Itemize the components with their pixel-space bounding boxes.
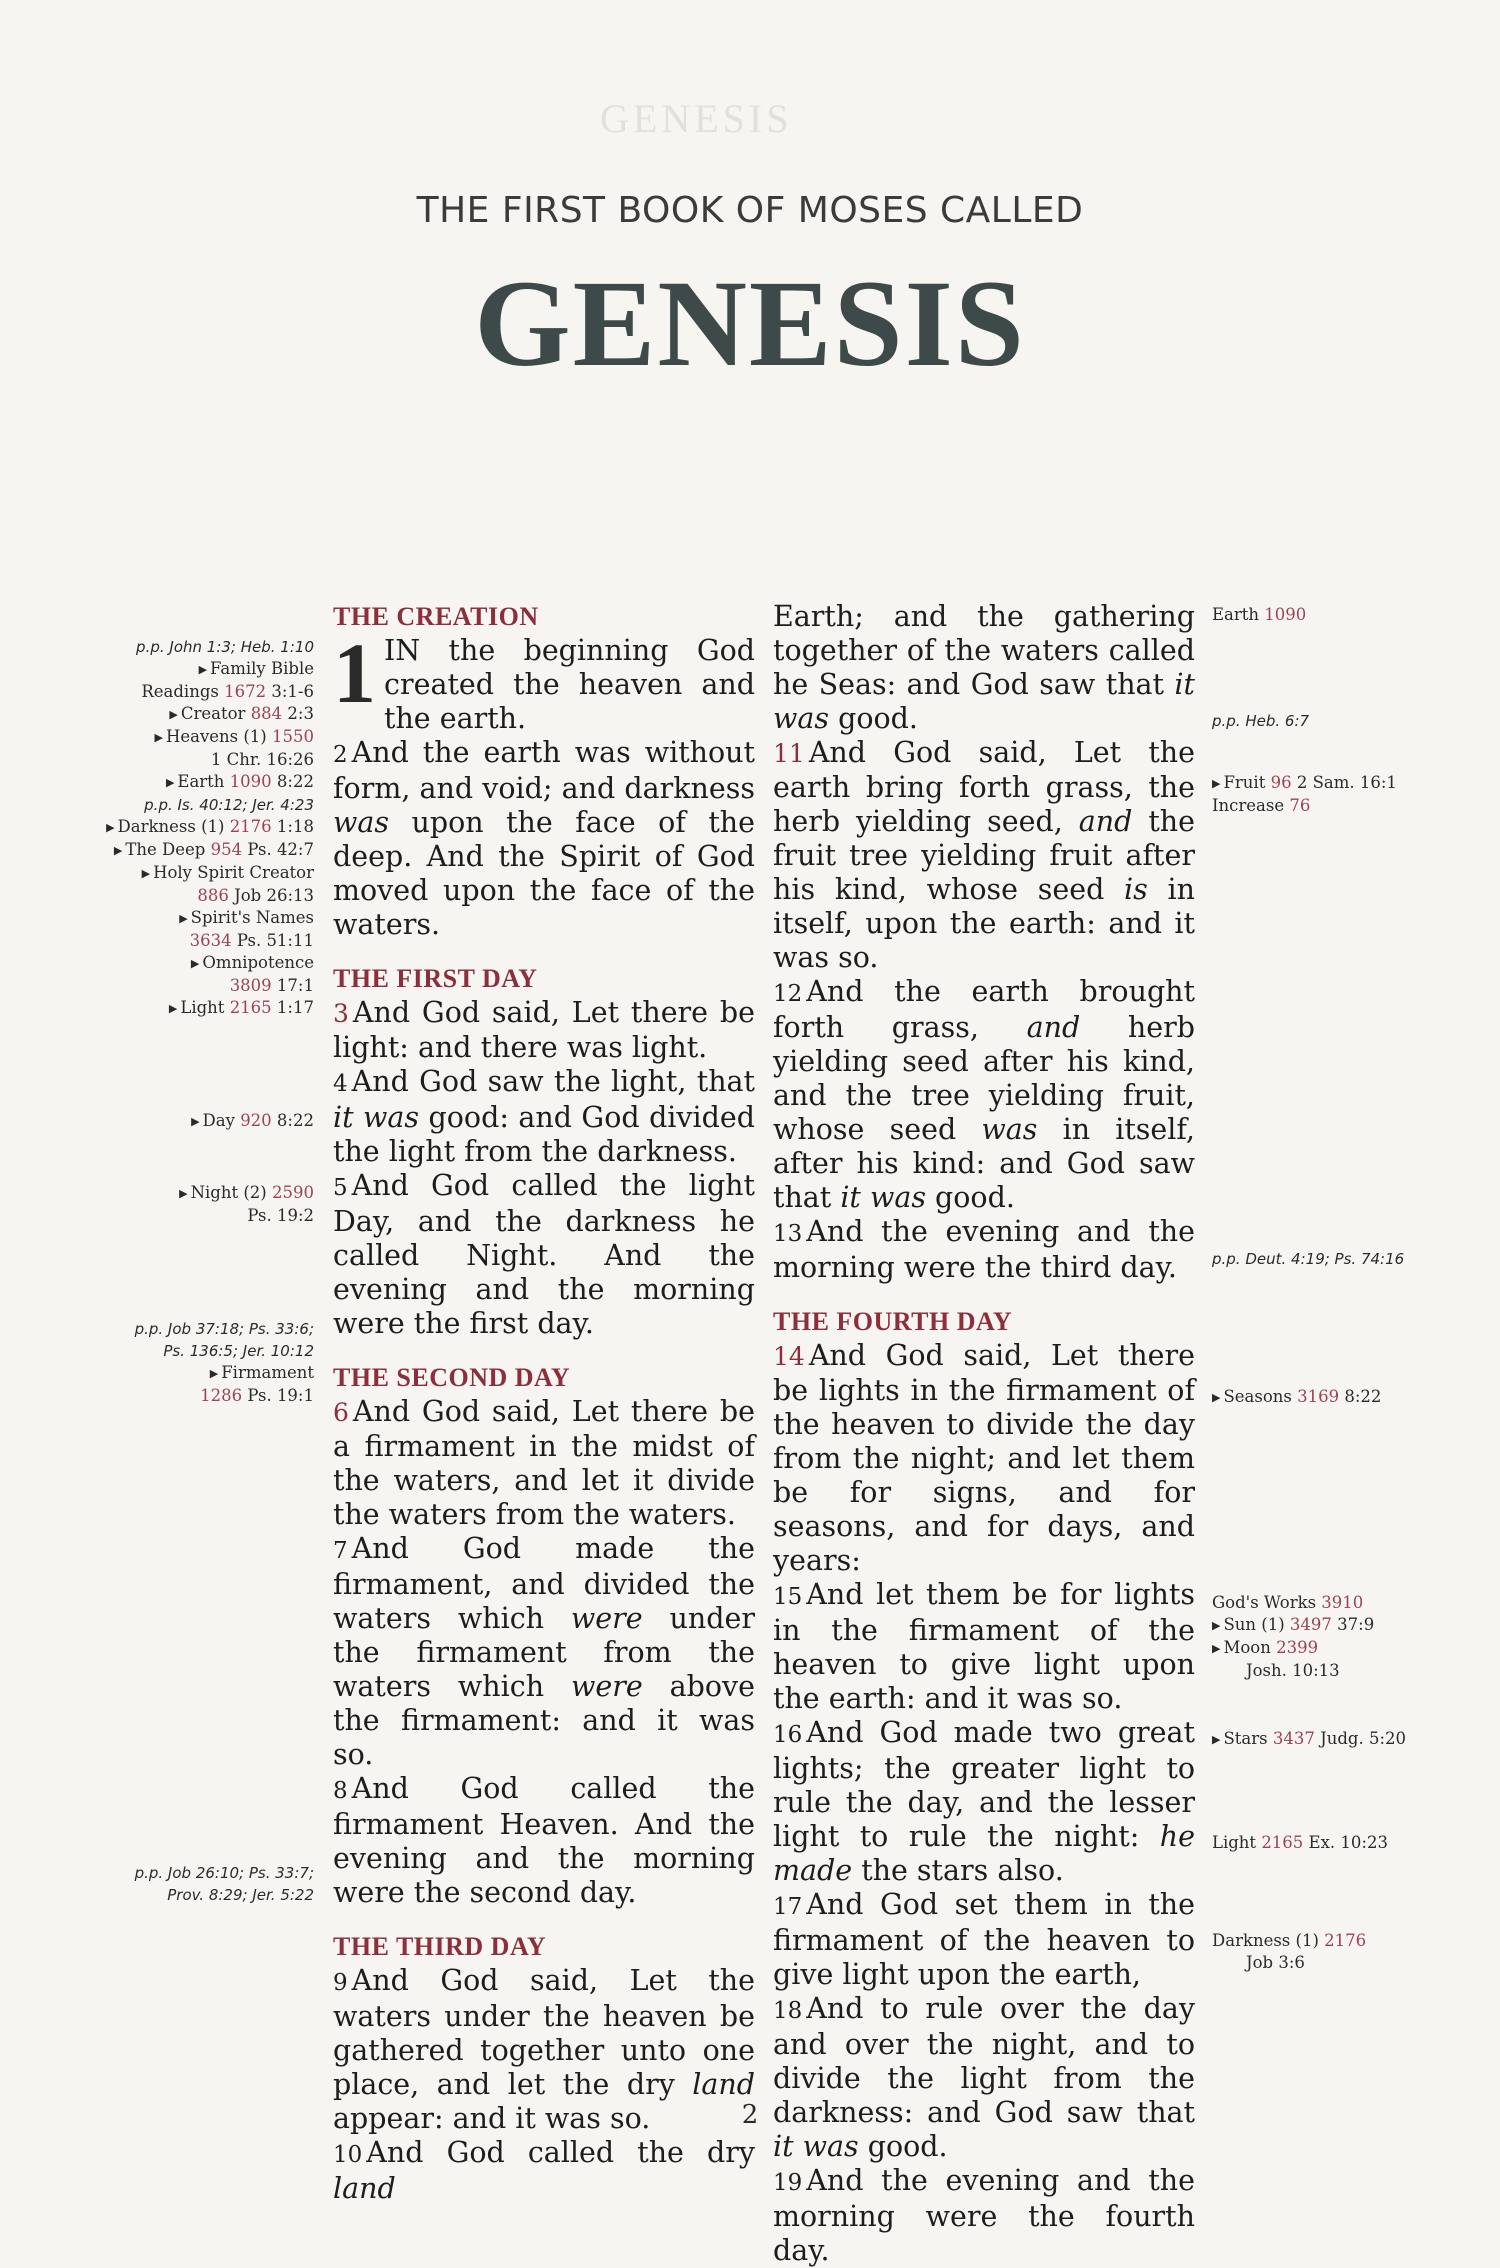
margin-notes-left-5: p.p. Job 26:10; Ps. 33:7; Prov. 8:29; Jer. 5:22 xyxy=(134,1864,314,1904)
verse-6: 6 And God said, Let there be a firmament in the midst of the waters, and let it divide the waters from the waters. xyxy=(333,1395,755,1531)
triangle-icon: ▶ xyxy=(179,1187,188,1200)
verse-16: 16 And God made two great lights; the greater light to rule the day, and the lesser light to rule the night: he made the stars also. xyxy=(773,1716,1195,1887)
page-number: 2 xyxy=(741,2100,759,2130)
chapter-number: 1 xyxy=(333,625,376,721)
verse-8: 8 And God called the firmament Heaven. And the evening and the morning were the second day. xyxy=(333,1772,755,1909)
verse-13: 13 And the evening and the morning were the third day. xyxy=(773,1215,1195,1284)
verse-12: 12 And the earth brought forth grass, and herb yielding seed after his kind, and the tree yielding fruit, whose seed was in itself, after his kind: and God saw that it was good. xyxy=(773,975,1195,1214)
triangle-icon: ▶ xyxy=(168,1002,178,1015)
triangle-icon: ▶ xyxy=(1212,777,1221,790)
margin-notes-left-3: ▶ Night (2) 2590 Ps. 19:2 xyxy=(179,1183,314,1225)
triangle-icon: ▶ xyxy=(190,957,200,970)
verse-1: 1 IN the beginning God created the heaven and the earth. xyxy=(333,625,755,735)
margin-note-right-9: Darkness (1) 2176 Job 3:6 xyxy=(1212,1931,1367,1972)
triangle-icon: ▶ xyxy=(209,1367,219,1380)
verse-18: 18 And to rule over the day and over the night, and to divide the light from the darkness: and God saw that it was good. xyxy=(773,1992,1195,2163)
triangle-icon: ▶ xyxy=(179,912,188,925)
triangle-icon: ▶ xyxy=(191,1115,200,1128)
triangle-icon: ▶ xyxy=(106,821,115,834)
verse-10-continued: Earth; and the gathering together of the waters called he Seas: and God saw that it was good. xyxy=(773,600,1195,735)
book-title: GENESIS xyxy=(474,255,1026,392)
verse-5: 5 And God called the light Day, and the darkness he called Night. And the evening and the morning were the first day. xyxy=(333,1169,755,1340)
margin-note-right-2: p.p. Heb. 6:7 xyxy=(1212,712,1310,730)
margin-note-right-3: ▶ Fruit 96 2 Sam. 16:1 Increase 76 xyxy=(1212,773,1397,815)
verse-7: 7 And God made the firmament, and divided the waters which were under the firmament from the waters which were above the firmament: and it was so. xyxy=(333,1532,756,1771)
triangle-icon: ▶ xyxy=(1212,1619,1221,1632)
verse-4: 4 And God saw the light, that it was good: and God divided the light from the darkness. xyxy=(333,1065,755,1168)
margin-note-right-5: ▶ Seasons 3169 8:22 xyxy=(1212,1387,1382,1406)
margin-note-right-4: p.p. Deut. 4:19; Ps. 74:16 xyxy=(1212,1250,1405,1268)
margin-note-right-7: ▶ Stars 3437 Judg. 5:20 xyxy=(1212,1729,1406,1748)
section-heading-third-day: THE THIRD DAY xyxy=(333,1932,547,1961)
verse-9: 9 And God said, Let the waters under the heaven be gathered together unto one place, and let the dry land appear: and it was so. xyxy=(333,1964,755,2135)
margin-notes-left-4: p.p. Job 37:18; Ps. 33:6; Ps. 136:5; Jer. 10:12 ▶ Firmament 1286 Ps. 19:1 xyxy=(134,1320,314,1405)
text-column-1 xyxy=(333,600,755,2206)
margin-notes-left-2: ▶ Day 920 8:22 xyxy=(191,1111,314,1130)
verse-17: 17 And God set them in the firmament of the heaven to give light upon the earth, xyxy=(773,1888,1195,1991)
triangle-icon: ▶ xyxy=(113,844,123,857)
section-heading-fourth-day: THE FOURTH DAY xyxy=(773,1307,1013,1336)
triangle-icon: ▶ xyxy=(1212,1642,1221,1655)
margin-note-right-1: Earth 1090 xyxy=(1212,605,1307,624)
section-heading-creation: THE CREATION xyxy=(333,602,539,631)
triangle-icon: ▶ xyxy=(141,867,151,880)
verse-15: 15 And let them be for lights in the firmament of the heaven to give light upon the earth: and it was so. xyxy=(773,1578,1195,1715)
margin-notes-left-1: p.p. John 1:3; Heb. 1:10 ▶ Family Bible Readings 1672 3:1-6 ▶ Creator 884 2:3 ▶ Heavens (1) 1550 1 Chr. 16:26 ▶ Earth 1090 8:22 p.p. Is. 40:12; Jer. 4:23 ▶ Darkness (1) 2176 1:18 ▶ The Deep 954 Ps. 42:7 ▶ Holy Spirit Creator 886 Job 26:13 ▶ Spirit's Names 3634 Ps. 51:11 ▶ Omnipotence 3809 17:1 ▶ Light 2165 1:17 xyxy=(106,638,314,1017)
triangle-icon: ▶ xyxy=(198,663,208,676)
verse-19: 19 And the evening and the morning were the fourth day. xyxy=(773,2164,1195,2267)
verse-11: 11 And God said, Let the earth bring forth grass, the herb yielding seed, and the fruit tree yielding fruit after his kind, whose seed is in itself, upon the earth: and it was so. xyxy=(773,736,1196,974)
running-head-bleedthrough: GENESIS xyxy=(600,96,793,141)
triangle-icon: ▶ xyxy=(169,708,178,721)
margin-note-right-6: God's Works 3910 ▶ Sun (1) 3497 37:9 ▶ Moon 2399 Josh. 10:13 xyxy=(1212,1593,1375,1680)
verse-14: 14 And God said, Let there be lights in the firmament of the heaven to divide the day from the night; and let them be for signs, and for seasons, and for days, and years: xyxy=(773,1339,1195,1577)
verse-3: 3 And God said, Let there be light: and there was light. xyxy=(333,996,755,1064)
triangle-icon: ▶ xyxy=(1212,1391,1221,1404)
verse-10: 10 And God called the dry land xyxy=(333,2136,755,2205)
text-column-2 xyxy=(773,600,1195,2268)
book-pretitle: THE FIRST BOOK OF MOSES CALLED xyxy=(416,190,1084,231)
verse-2: 2 And the earth was without form, and void; and darkness was upon the face of the deep. And the Spirit of God moved upon the face of the waters. xyxy=(333,736,755,941)
section-heading-first-day: THE FIRST DAY xyxy=(333,964,538,993)
triangle-icon: ▶ xyxy=(165,776,175,789)
margin-note-right-8: Light 2165 Ex. 10:23 xyxy=(1212,1833,1388,1852)
section-heading-second-day: THE SECOND DAY xyxy=(333,1363,571,1392)
triangle-icon: ▶ xyxy=(1212,1733,1221,1746)
triangle-icon: ▶ xyxy=(154,731,163,744)
